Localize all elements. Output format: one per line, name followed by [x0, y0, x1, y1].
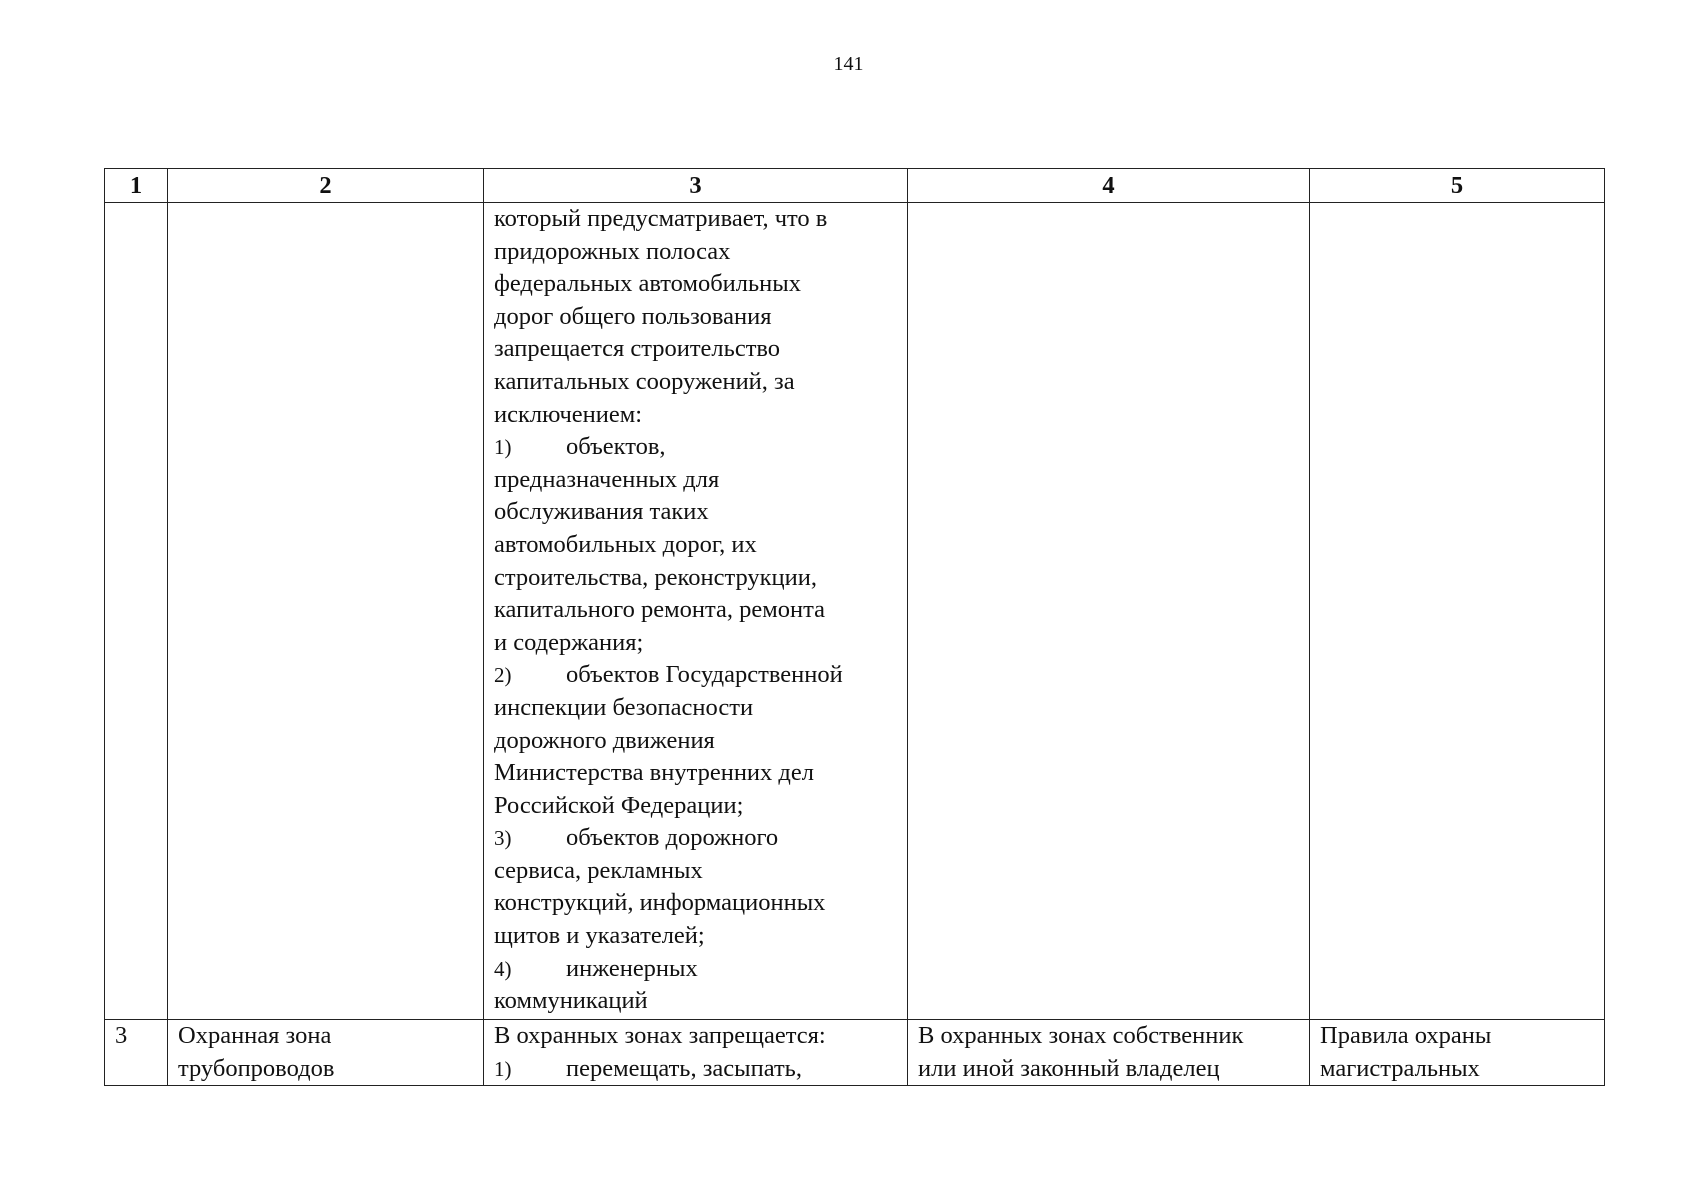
list-item-line: сервиса, рекламных — [494, 856, 703, 884]
list-item-first-line: инженерных — [566, 954, 698, 982]
list-item-3 — [494, 822, 897, 952]
list-item-line: строительства, реконструкции, — [494, 563, 817, 591]
list-item-4 — [494, 953, 897, 1018]
zone-name-line: Охранная зона — [178, 1022, 332, 1049]
intro-line: придорожных полосах — [494, 237, 731, 265]
zone-name-line: трубопроводов — [178, 1054, 335, 1082]
list-item-line: автомобильных дорог, их — [494, 530, 757, 558]
header-col-2: 2 — [168, 169, 484, 203]
list-item-line: обслуживания таких — [494, 498, 709, 526]
list-item-number: 1) — [494, 1056, 512, 1081]
list-item-line: инспекции безопасности — [494, 693, 754, 721]
header-col-4: 4 — [908, 169, 1310, 203]
owner-line: или иной законный владелец — [918, 1054, 1220, 1082]
list-item-line: и содержания; — [494, 628, 644, 656]
restrictions-item — [494, 1053, 897, 1086]
cell-cont-col5 — [1310, 203, 1605, 1020]
list-item-first-line: объектов, — [566, 433, 666, 461]
cell-row3-rules — [1310, 1020, 1605, 1086]
cell-cont-col2 — [168, 203, 484, 1020]
cell-cont-col3 — [484, 203, 908, 1020]
list-item-line: Министерства внутренних дел — [494, 759, 814, 787]
document-table — [104, 168, 1605, 1086]
table-row-3 — [105, 1020, 1605, 1086]
rules-line: Правила охраны — [1320, 1022, 1492, 1049]
header-col-1: 1 — [105, 169, 168, 203]
list-item-2 — [494, 659, 897, 822]
cell-row3-number: 3 — [105, 1020, 168, 1086]
intro-line: капитальных сооружений, за — [494, 367, 795, 395]
cell-cont-col1 — [105, 203, 168, 1020]
list-item-number: 2) — [494, 663, 512, 688]
header-col-5: 5 — [1310, 169, 1605, 203]
list-item-line: конструкций, информационных — [494, 889, 826, 917]
header-col-3: 3 — [484, 169, 908, 203]
list-item-number: 4) — [494, 956, 512, 981]
list-item-number: 1) — [494, 435, 512, 460]
intro-line: исключением: — [494, 400, 643, 428]
list-item-line: дорожного движения — [494, 726, 715, 754]
header-row — [105, 169, 1605, 203]
intro-line: дорог общего пользования — [494, 302, 772, 330]
cell-row3-zone-name — [168, 1020, 484, 1086]
list-item-1 — [494, 431, 897, 659]
page-number: 141 — [833, 53, 864, 75]
list-item-number: 3) — [494, 826, 512, 851]
list-item-line: предназначенных для — [494, 465, 720, 493]
intro-line: запрещается строительство — [494, 335, 781, 363]
cell-row3-restrictions — [484, 1020, 908, 1086]
list-item-line: щитов и указателей; — [494, 922, 705, 950]
list-item-line: Российской Федерации; — [494, 791, 744, 819]
restrictions-line: В охранных зонах запрещается: — [494, 1022, 826, 1049]
cell-cont-col4 — [908, 203, 1310, 1020]
intro-line: который предусматривает, что в — [494, 205, 828, 232]
rules-line: магистральных — [1320, 1054, 1480, 1082]
list-item-first-line: объектов дорожного — [566, 824, 779, 852]
list-item-first-line: объектов Государственной — [566, 661, 843, 689]
list-item-line: коммуникаций — [494, 987, 648, 1015]
table-row-continuation — [105, 203, 1605, 1020]
list-item-line: капитального ремонта, ремонта — [494, 596, 825, 624]
list-item-first-line: перемещать, засыпать, — [566, 1054, 802, 1082]
owner-line: В охранных зонах собственник — [918, 1022, 1244, 1049]
intro-line: федеральных автомобильных — [494, 270, 802, 298]
cell-row3-owner — [908, 1020, 1310, 1086]
